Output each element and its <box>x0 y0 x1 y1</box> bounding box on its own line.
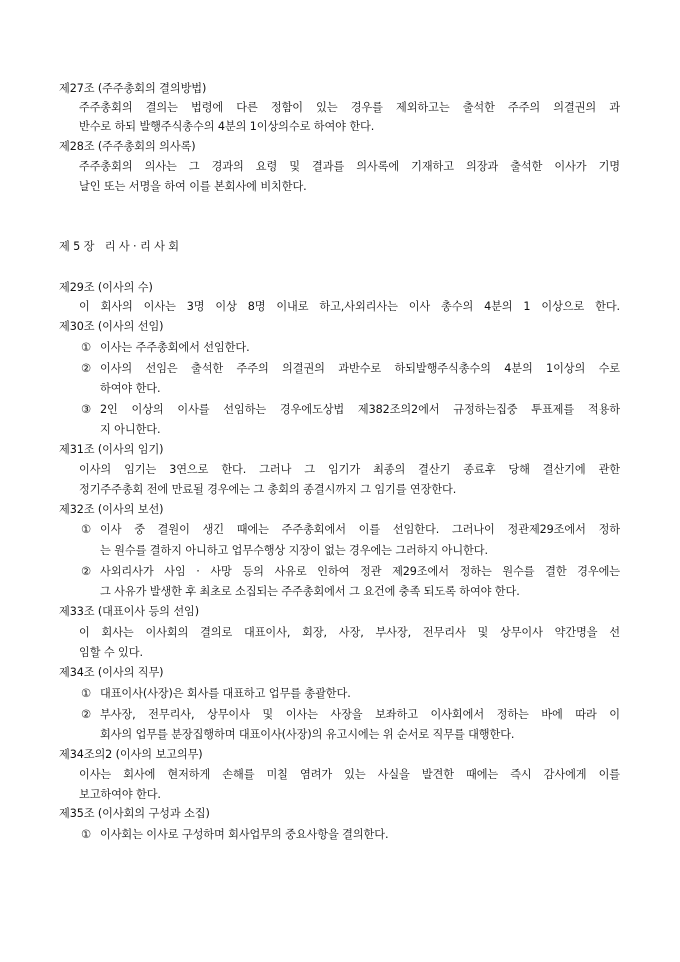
article-34-item-2-number: ② <box>81 708 91 721</box>
article-31-body-line-2: 정기주주총회 전에 만료될 경우에는 그 총회의 종결시까지 그 임기를 연장한다. <box>79 483 457 496</box>
article-34-2-body-line-1: 이사는 회사에 현저하게 손해를 미칠 염려가 있는 사실을 발견한 때에는 즉시 감사에게 이를 <box>79 768 620 781</box>
article-30-item-1-line-1: 이사는 주주총회에서 선임한다. <box>100 341 250 354</box>
article-27-title: 제27조 (주주총회의 결의방법) <box>59 82 207 95</box>
article-34-2-body-line-2: 보고하여야 한다. <box>79 788 161 801</box>
article-28-title: 제28조 (주주총회의 의사록) <box>59 140 196 153</box>
article-30-item-2-line-2: 하여야 한다. <box>100 382 161 395</box>
article-35-item-1-number: ① <box>81 828 91 841</box>
article-34-title: 제34조 (이사의 직무) <box>59 666 164 679</box>
article-32-item-1-line-2: 는 원수를 결하지 아니하고 업무수행상 지장이 없는 경우에는 그러하지 아니한다. <box>100 544 488 557</box>
article-33-title: 제33조 (대표이사 등의 선임) <box>59 605 200 618</box>
article-32-item-1-line-1: 이사 중 결원이 생긴 때에는 주주총회에서 이를 선임한다. 그러나이 정관제29조에서 정하 <box>100 523 620 536</box>
article-33-body-line-2: 임할 수 있다. <box>79 646 143 659</box>
article-30-item-1-number: ① <box>81 341 91 354</box>
article-34-item-1-line-1: 대표이사(사장)은 회사를 대표하고 업무를 총괄한다. <box>100 687 351 700</box>
article-29-title: 제29조 (이사의 수) <box>59 281 153 294</box>
article-30-item-2-number: ② <box>81 362 91 375</box>
article-33-body-line-1: 이 회사는 이사회의 결의로 대표이사, 회장, 사장, 부사장, 전무리사 및 상무이사 약간명을 선 <box>79 626 620 639</box>
article-35-title: 제35조 (이사회의 구성과 소집) <box>59 807 210 820</box>
article-29-body-line-1: 이 회사의 이사는 3명 이상 8명 이내로 하고,사외리사는 이사 총수의 4분의 1 이상으로 한다. <box>79 300 620 313</box>
article-30-item-3-line-2: 지 아니한다. <box>100 423 161 436</box>
chapter-heading: 제 5 장 리 사 · 리 사 회 <box>59 240 179 253</box>
article-32-item-1-number: ① <box>81 523 91 536</box>
article-30-title: 제30조 (이사의 선임) <box>59 320 164 333</box>
article-28-body-line-1: 주주총회의 의사는 그 경과의 요령 및 결과를 의사록에 기재하고 의장과 출석한 이사가 기명 <box>79 160 620 173</box>
article-30-item-3-line-1: 2인 이상의 이사를 선임하는 경우에도상법 제382조의2에서 규정하는집중 투표제를 적용하 <box>100 403 620 416</box>
article-27-body-line-1: 주주총회의 결의는 법령에 다른 정함이 있는 경우를 제외하고는 출석한 주주의 의결권의 과 <box>79 101 620 114</box>
article-34-item-1-number: ① <box>81 687 91 700</box>
article-27-body-line-2: 반수로 하되 발행주식총수의 4분의 1이상의수로 하여야 한다. <box>79 120 375 133</box>
article-32-item-2-line-2: 그 사유가 발생한 후 최초로 소집되는 주주총회에서 그 요건에 충족 되도록 하여야 한다. <box>100 585 520 598</box>
article-34-item-2-line-1: 부사장, 전무리사, 상무이사 및 이사는 사장을 보좌하고 이사회에서 정하는 바에 따라 이 <box>100 708 620 721</box>
article-35-item-1-line-1: 이사회는 이사로 구성하며 회사업무의 중요사항을 결의한다. <box>100 828 389 841</box>
article-32-title: 제32조 (이사의 보선) <box>59 503 164 516</box>
article-32-item-2-line-1: 사외리사가 사임 · 사망 등의 사유로 인하여 정관 제29조에서 정하는 원수를 결한 경우에는 <box>100 565 620 578</box>
article-30-item-2-line-1: 이사의 선임은 출석한 주주의 의결권의 과반수로 하되발행주식총수의 4분의 1이상의 수로 <box>100 362 620 375</box>
article-34-item-2-line-2: 회사의 업무를 분장집행하며 대표이사(사장)의 유고시에는 위 순서로 직무를 대행한다. <box>100 728 515 741</box>
article-28-body-line-2: 날인 또는 서명을 하여 이를 본회사에 비치한다. <box>79 180 307 193</box>
article-32-item-2-number: ② <box>81 565 91 578</box>
article-31-title: 제31조 (이사의 임기) <box>59 443 164 456</box>
article-34-2-title: 제34조의2 (이사의 보고의무) <box>59 748 203 761</box>
article-31-body-line-1: 이사의 임기는 3연으로 한다. 그러나 그 임기가 최종의 결산기 종료후 당해 결산기에 관한 <box>79 463 620 476</box>
article-30-item-3-number: ③ <box>81 403 91 416</box>
